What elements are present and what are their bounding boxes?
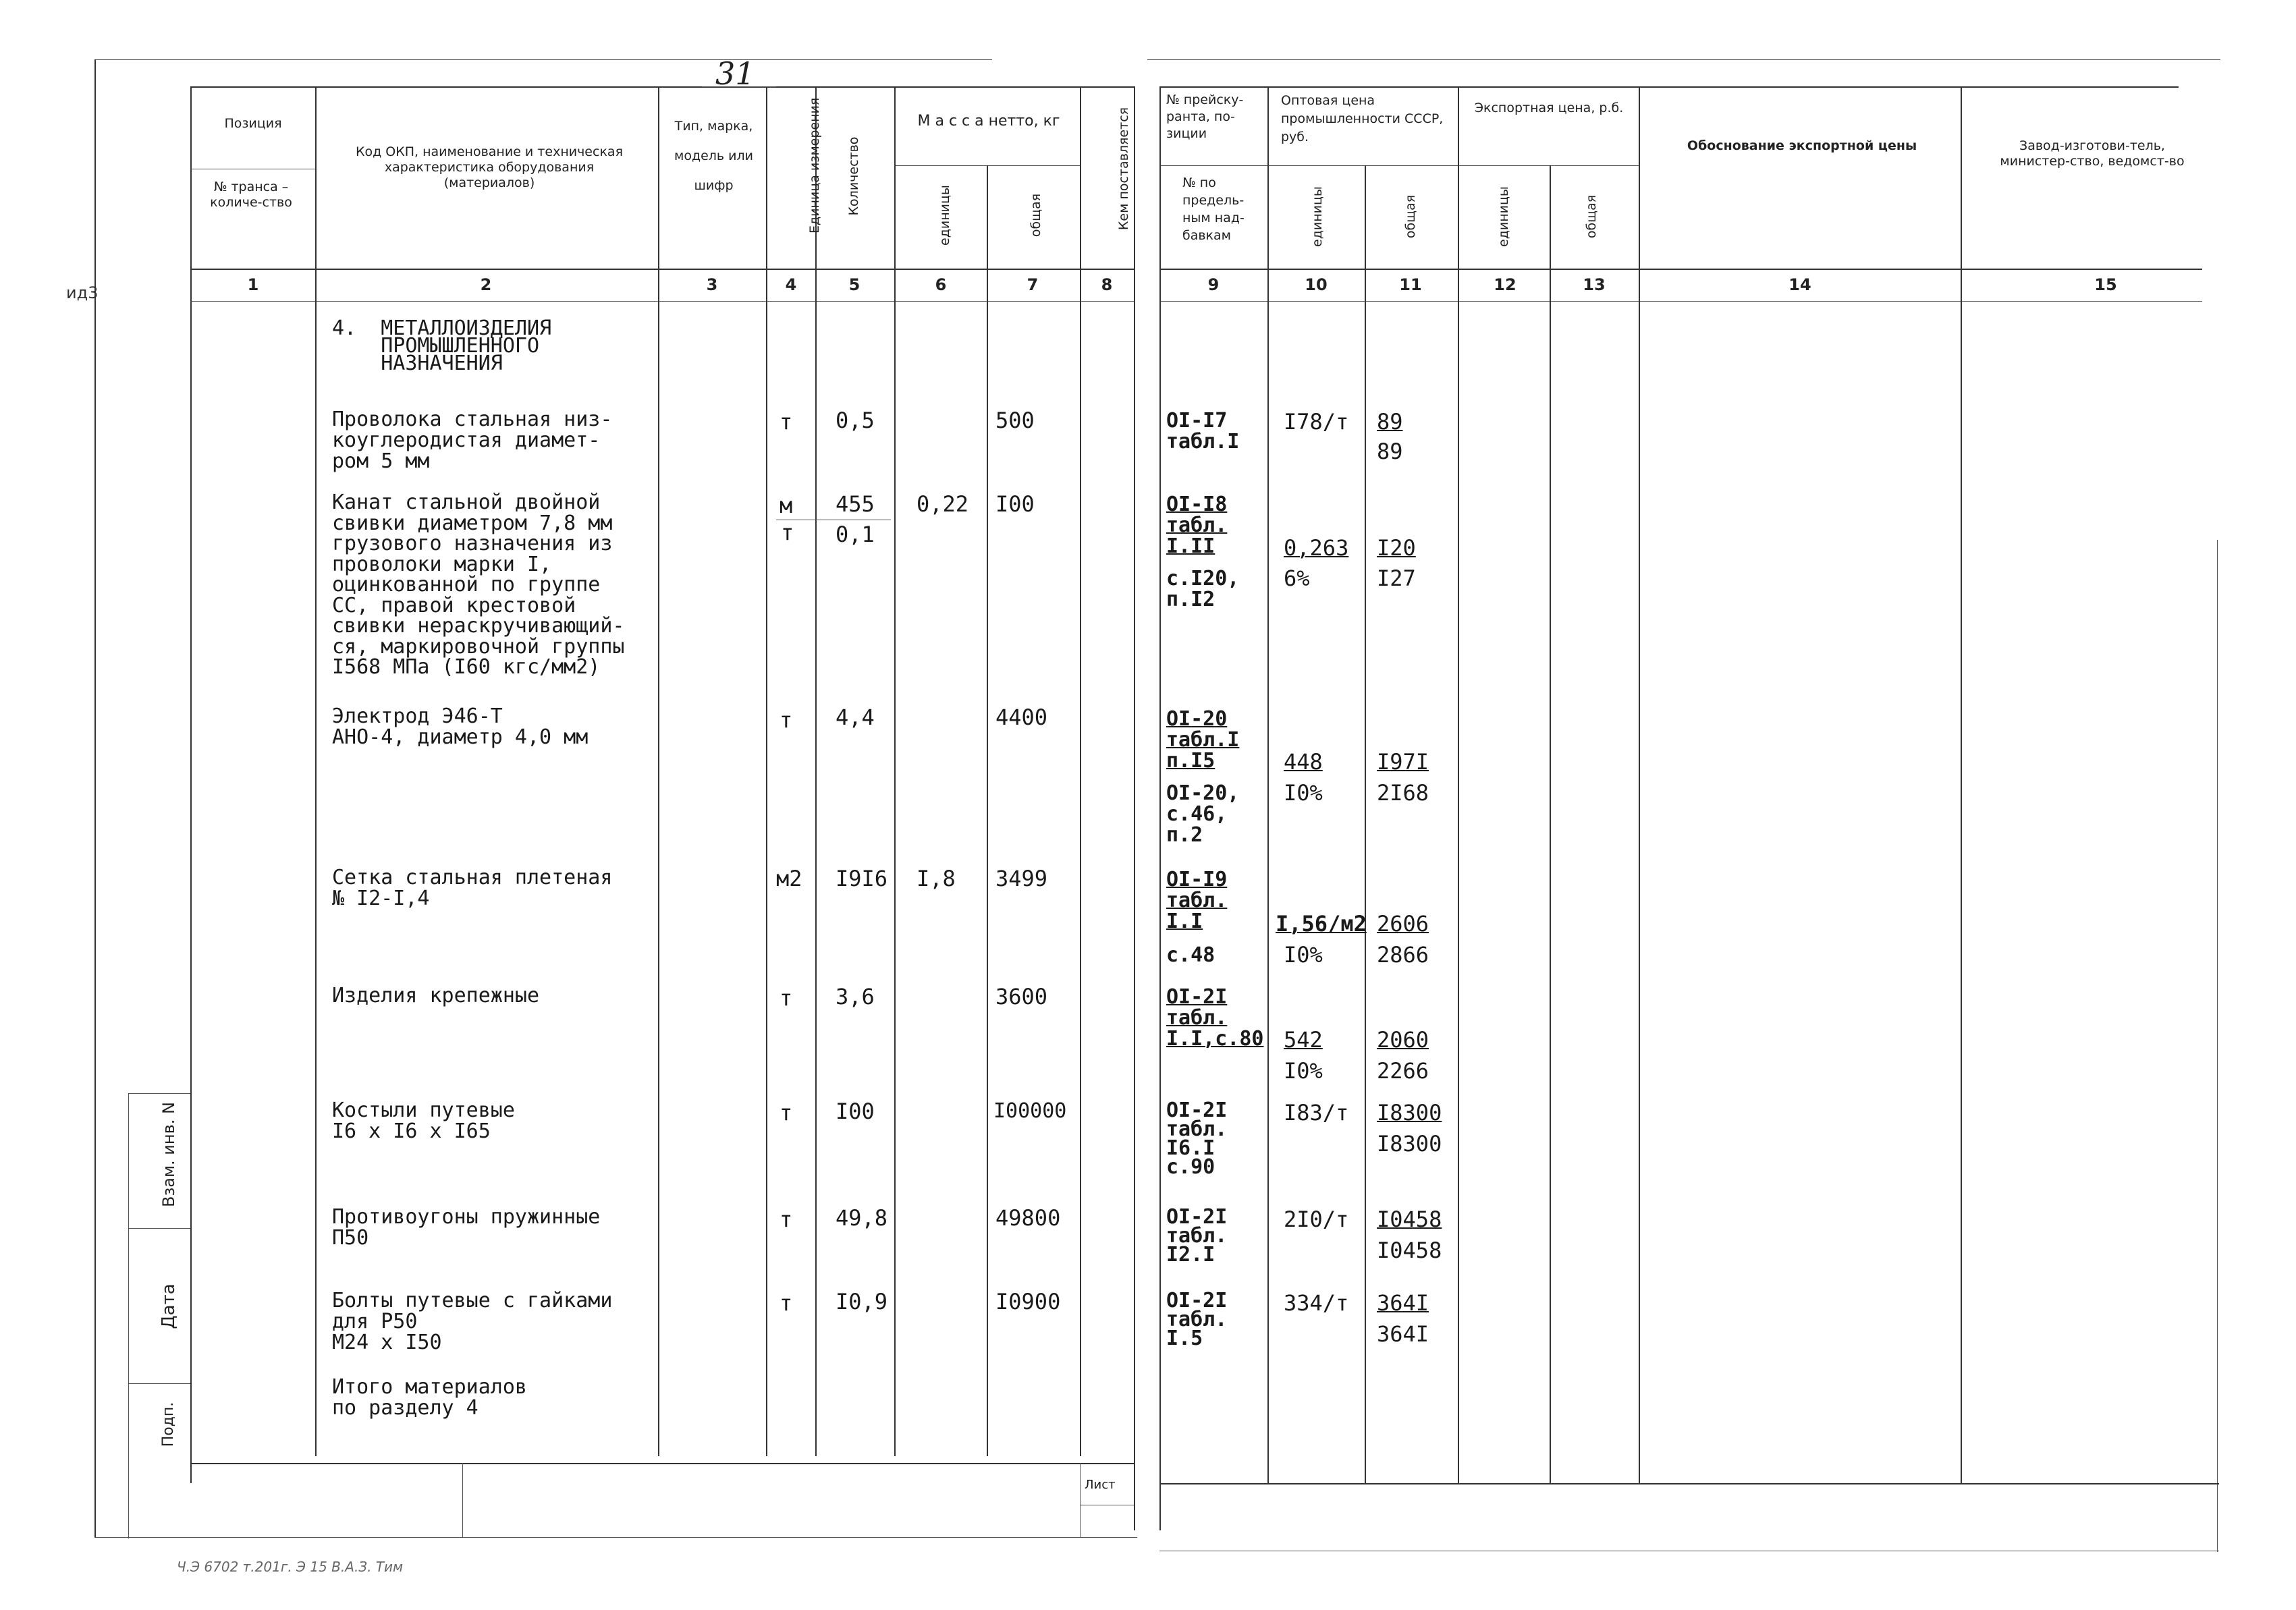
row-4-mass-total: 3499 (995, 866, 1048, 891)
export-split (1458, 165, 1639, 166)
vline-c8 (1134, 86, 1135, 1530)
row-2-mass-unit: 0,22 (917, 491, 969, 517)
row-6-price-total-bot: I8300 (1377, 1131, 1442, 1157)
row-3-price-ref2: OI-20, с.46, п.2 (1166, 781, 1240, 847)
header-c9-top: № прейску-ранта, по-зиции (1166, 92, 1244, 141)
row-3-price-unit: 448 (1284, 749, 1323, 775)
side-stamp-3 (128, 1383, 190, 1384)
row-7-qty: 49,8 (836, 1205, 888, 1231)
vline-c2 (658, 86, 659, 1456)
vline-r-left (1159, 86, 1161, 1530)
header-c11: общая (1403, 194, 1418, 239)
row-2-price-total-top: I20 (1377, 535, 1416, 561)
row-5-unit: т (780, 985, 793, 1011)
header-c13: общая (1584, 194, 1599, 239)
row-6-price-total-top: I8300 (1377, 1100, 1442, 1126)
row-1-price-total-top: 89 (1377, 409, 1403, 435)
row-7-price-ref: OI-2I табл. I2.I (1166, 1205, 1228, 1267)
row-6-qty: I00 (836, 1099, 875, 1124)
handwritten-underline (702, 86, 776, 87)
row-4-price-unit2: I0% (1284, 942, 1323, 968)
row-3-mass-total: 4400 (995, 704, 1048, 730)
vline-c13 (1639, 86, 1640, 1483)
row-3-unit: т (780, 707, 793, 733)
row-2-unit2: т (781, 520, 794, 545)
header-c9-bottom: № по предель-ным над-бавкам (1182, 175, 1245, 243)
colnum-14: 14 (1788, 275, 1811, 294)
row-7-unit: т (780, 1206, 793, 1232)
row-7-name: Противоугоны пружинные П50 (332, 1205, 601, 1250)
colnum-3: 3 (706, 275, 718, 294)
c9-split (1159, 165, 1267, 166)
vline-c10 (1365, 165, 1366, 1483)
header-c6: единицы (937, 185, 952, 246)
side-stamp-text-1: Взам. инв. N (159, 1102, 178, 1207)
row-4-price-ref2: с.48 (1166, 943, 1215, 967)
outer-left-border (94, 59, 96, 1537)
header-c3: Тип, марка, модель или шифр (674, 119, 753, 193)
row-6-unit: т (780, 1100, 793, 1126)
row-5-mass-total: 3600 (995, 984, 1048, 1009)
row-3-price-unit2: I0% (1284, 780, 1323, 806)
colnum-10: 10 (1305, 275, 1328, 294)
colnum-11: 11 (1399, 275, 1422, 294)
row-2-qty2: 0,1 (836, 522, 875, 547)
side-stamp-text-3: Подп. (160, 1401, 177, 1447)
stamp-sheet-left (1080, 1463, 1081, 1537)
row-4-price-total-top: 2606 (1377, 911, 1429, 937)
vline-right-edge (2217, 540, 2218, 1552)
header-c1-bottom: № транса – количе-ство (210, 179, 292, 210)
row-4-price-unit: I,56/м2 (1276, 911, 1367, 937)
right-colnum-bottom (1159, 301, 2202, 302)
row-3-price-total-bot: 2I68 (1377, 780, 1429, 806)
row-4-unit: м2 (776, 866, 802, 891)
row-4-price-total-bot: 2866 (1377, 942, 1429, 968)
header-c8: Кем поставляется (1116, 107, 1131, 231)
row-8-price-total-top: 364I (1377, 1290, 1429, 1316)
row-7-price-unit: 2I0/т (1284, 1206, 1349, 1232)
header-c15: Завод-изготови-тель, министер-ство, ведомст-во (2000, 138, 2185, 169)
vline-c6 (987, 165, 988, 1456)
row-1-name: Проволока стальная низ- коуглеродистая диамет- ром 5 мм (332, 408, 613, 473)
row-2-unit: м (780, 493, 793, 518)
vline-c12 (1550, 165, 1551, 1483)
side-stamp-line (128, 1093, 129, 1538)
right-colnum-top (1159, 269, 2202, 270)
row-4-qty: I9I6 (836, 866, 888, 891)
header-c10: единицы (1310, 186, 1325, 247)
section-total-label: Итого материалов по разделу 4 (332, 1375, 527, 1420)
row-5-price-unit: 542 (1284, 1027, 1323, 1053)
top-border-right (1147, 59, 2220, 60)
colnum-5: 5 (848, 275, 860, 294)
row-8-qty: I0,9 (836, 1289, 888, 1314)
inner-left-border (190, 86, 192, 1483)
row-3-price-total-top: I97I (1377, 749, 1429, 775)
left-bottom-2 (94, 1537, 1137, 1538)
row-7-price-total-top: I0458 (1377, 1206, 1442, 1232)
header-export-top: Экспортная цена, р.б. (1474, 101, 1624, 115)
colnum-9: 9 (1207, 275, 1220, 294)
row-2-name: Канат стальной двойной свивки диаметром 7,8 мм грузового назначения из проволоки марки I, оцинкованной по группе СС, правой крестовой свивки нераскручивающий- ся, маркировочной группы I568 МПа (I60 кгс/мм2) (332, 491, 625, 679)
row-6-price-ref: OI-2I табл. I6.I с.90 (1166, 1099, 1228, 1179)
row-3-price-ref: OI-20 табл.I п.I5 (1166, 707, 1240, 773)
row-2-qty: 455 (836, 491, 875, 517)
row-3-name: Электрод Э46-Т АНО-4, диаметр 4,0 мм (332, 704, 589, 749)
row-7-mass-total: 49800 (995, 1205, 1061, 1231)
vline-c5 (894, 86, 896, 1456)
left-colnum-bottom (190, 301, 1135, 302)
row-5-name: Изделия крепежные (332, 984, 540, 1007)
header-c1-top: Позиция (224, 116, 282, 131)
side-stamp-1 (128, 1093, 190, 1094)
row-1-price-unit: I78/т (1284, 409, 1349, 435)
colnum-8: 8 (1101, 275, 1113, 294)
row-5-qty: 3,6 (836, 984, 875, 1009)
row-2-price-unit2: 6% (1284, 565, 1310, 591)
row-8-price-unit: 334/т (1284, 1290, 1349, 1316)
row-2-price-unit: 0,263 (1284, 535, 1349, 561)
header-c5: Количество (846, 136, 861, 216)
side-stamp-text-2: Дата (159, 1283, 179, 1329)
colnum-6: 6 (935, 275, 947, 294)
row-4-mass-unit: I,8 (917, 866, 956, 891)
row-6-price-unit: I83/т (1284, 1100, 1349, 1126)
colnum-1: 1 (247, 275, 259, 294)
top-border-left (94, 59, 992, 60)
colnum-15: 15 (2094, 275, 2117, 294)
price-split (1267, 165, 1458, 166)
handwritten-sheet-number: 31 (715, 55, 755, 92)
left-colnum-top (190, 269, 1135, 270)
row-6-name: Костыли путевые I6 х I6 х I65 (332, 1099, 515, 1143)
row-8-name: Болты путевые с гайками для Р50 М24 х I50 (332, 1289, 613, 1354)
row-1-price-ref: OI-I7 табл.I (1166, 409, 1240, 453)
colnum-12: 12 (1494, 275, 1516, 294)
row-4-price-ref: OI-I9 табл. I.I (1166, 868, 1228, 933)
row-8-unit: т (780, 1290, 793, 1316)
colnum-7: 7 (1027, 275, 1039, 294)
side-stamp-2 (128, 1228, 190, 1229)
row-5-price-total-top: 2060 (1377, 1027, 1429, 1053)
row-2-mass-total: I00 (995, 491, 1035, 517)
header-c12: единицы (1496, 186, 1511, 247)
vline-c14 (1961, 86, 1962, 1483)
row-6-mass-total: I00000 (993, 1099, 1067, 1123)
colnum-2: 2 (480, 275, 492, 294)
row-1-qty: 0,5 (836, 408, 875, 433)
row-5-price-unit2: I0% (1284, 1058, 1323, 1084)
left-bottom-1 (190, 1463, 1135, 1464)
row-4-name: Сетка стальная плетеная № I2-I,4 (332, 866, 613, 910)
vline-c1 (315, 86, 317, 1456)
row-2-price-total-bot: I27 (1377, 565, 1416, 591)
stamp-divider (462, 1463, 463, 1537)
row-8-mass-total: I0900 (995, 1289, 1061, 1314)
margin-mark: ид3 (66, 283, 99, 302)
header-mass: М а с с а нетто, кг (917, 113, 1060, 130)
header-c4: Единица измерения (807, 97, 822, 233)
row-3-qty: 4,4 (836, 704, 875, 730)
left-table-top (190, 86, 1135, 88)
right-table-top (1159, 86, 2179, 88)
section-title: 4. МЕТАЛЛОИЗДЕЛИЯ ПРОМЫШЛЕННОГО НАЗНАЧЕНИЯ (332, 316, 552, 375)
row-1-price-total-bot: 89 (1377, 439, 1403, 464)
row-8-price-total-bot: 364I (1377, 1321, 1429, 1347)
header-c7: общая (1029, 193, 1043, 238)
row-8-price-ref: OI-2I табл. I.5 (1166, 1289, 1228, 1350)
row-7-price-total-bot: I0458 (1377, 1238, 1442, 1263)
header-c2: Код ОКП, наименование и техническая характеристика оборудования (материалов) (356, 144, 623, 190)
row-5-price-total-bot: 2266 (1377, 1058, 1429, 1084)
header-price-top: Оптовая цена промышленности СССР, руб. (1281, 93, 1444, 144)
sheet-label: Лист (1085, 1478, 1116, 1492)
right-bottom-1 (1159, 1483, 2219, 1484)
header-c14: Обоснование экспортной цены (1687, 138, 1917, 153)
vline-c9 (1267, 86, 1269, 1483)
footer-note: Ч.Э 6702 т.201г. Э 15 В.А.З. Тим (177, 1559, 404, 1575)
colnum-13: 13 (1583, 275, 1606, 294)
row-2-price-ref2: с.I20, п.I2 (1166, 567, 1240, 611)
row-1-mass-total: 500 (995, 408, 1035, 433)
row-5-price-ref: OI-2I табл. I.I,с.80 (1166, 985, 1264, 1051)
row-1-unit: т (780, 409, 793, 435)
row-2-price-ref: OI-I8 табл. I.II (1166, 493, 1228, 558)
vline-c11 (1458, 86, 1459, 1483)
colnum-4: 4 (785, 275, 797, 294)
